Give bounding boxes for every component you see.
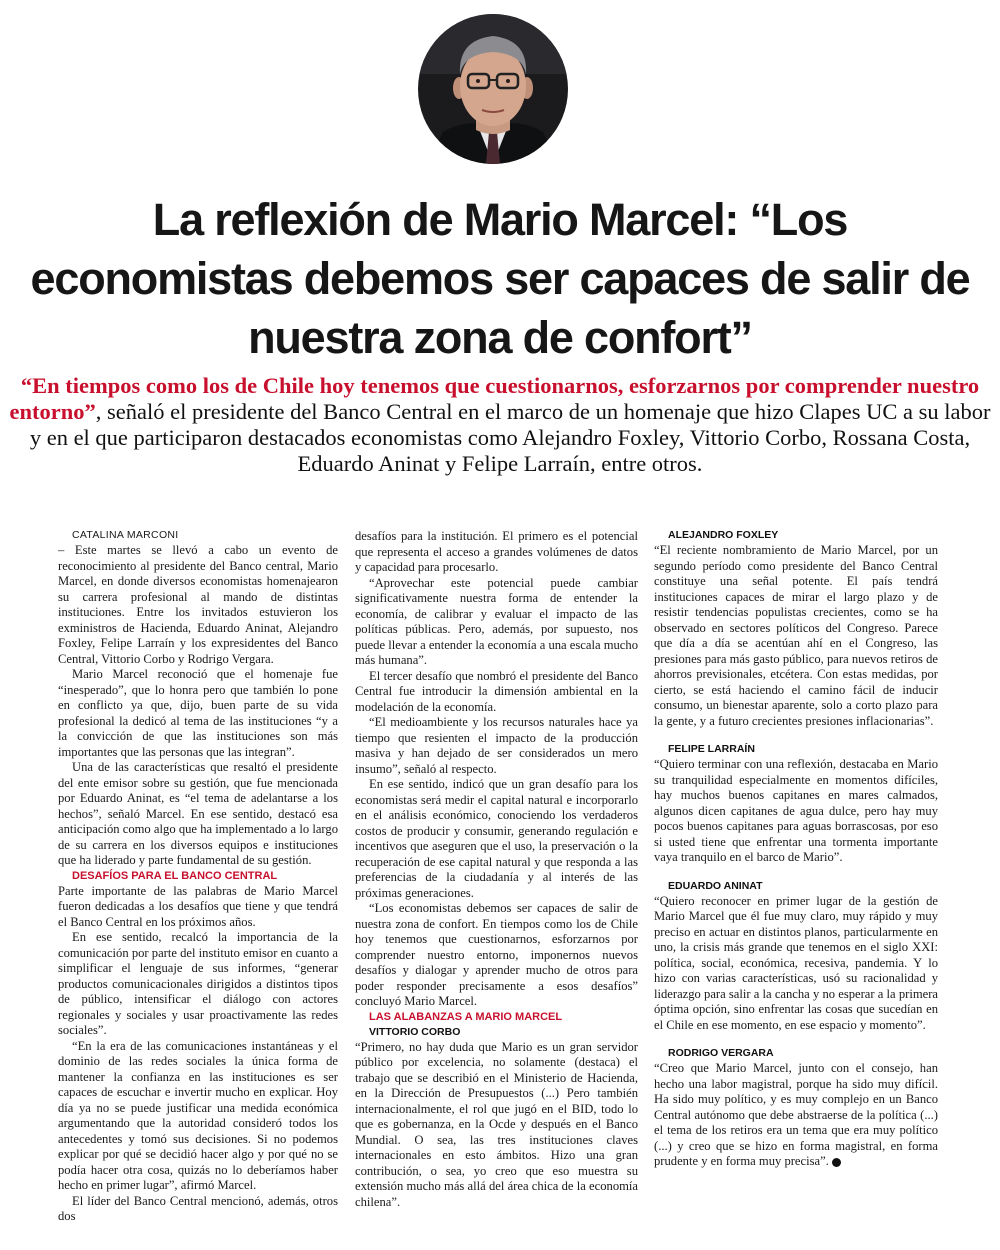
end-mark-icon <box>832 1158 841 1167</box>
paragraph: “Los economistas debemos ser capaces de salir de nuestra zona de confort. En tiempos como los de Chile hoy tenemos que cuestionarnos, esforzarnos por comprender nuestro entorno, imponernos nuevos desafíos y dialogar y aprender mucho de otros para poder responder precisamente a esos desafíos” concluyó Mario Marcel. <box>355 901 638 1008</box>
article-headline: La reflexión de Mario Marcel: “Los economistas debemos ser capaces de salir de nuestra zona de confort” <box>30 194 970 363</box>
paragraph: “En la era de las comunicaciones instantáneas y el dominio de las redes sociales la única forma de mantener la confianza en las instituciones es ser capaces de escuchar e invertir mucho en explicar. Hoy día ya no se puede justificar una medida económica argumentando que la autoridad consideró todos los antecedentes y tomó sus decisiones. Si no podemos explicar por qué se decidió hacer algo y por qué no se podía hacer otra cosa, quizás no lo deberíamos haber hecho en primer lugar”, afirmó Marcel. <box>58 1038 338 1192</box>
portrait-photo <box>418 14 568 164</box>
section-heading: DESAFÍOS PARA EL BANCO CENTRAL <box>72 869 278 882</box>
speaker-quote: “Quiero terminar con una reflexión, destacaba en Mario su tranquilidad especialmente en momentos difíciles, hay muchos buenos capitanes en mares calmados, algunos dicen capitanes de agua dulce, pero hay muy pocos buenos capitanes para aguas borrascosas, por eso si usted tiene que enfrentar una tormenta importante vaya tranquilo en el barco de Mario”. <box>654 757 938 864</box>
paragraph: – Este martes se llevó a cabo un evento de reconocimiento al presidente del Banco central, Mario Marcel, en donde diversos economistas homenajearon su carrera profesional al mando de distintas instituciones. Entre los invitados estuvieron los exministros de Hacienda, Eduardo Aninat, Alejandro Foxley, Felipe Larraín y los expresidentes del Banco Central, Vittorio Corbo y Rodrigo Vergara. <box>58 543 338 666</box>
paragraph: En ese sentido, recalcó la importancia de la comunicación por parte del instituto emisor en cuanto a simplificar el lenguaje de sus informes, “generar productos comunicacionales dirigidos a distintos tipos de público, intensificar el diálogo con actores regionales y sociales y usar proactivamente las redes sociales”. <box>58 930 338 1037</box>
paragraph: El líder del Banco Central mencionó, además, otros dos <box>58 1193 338 1223</box>
lead-quote: “En tiempos como los de Chile hoy tenemos que cuestionarnos, esforzarnos por comprender nuestro entorno” <box>9 373 980 424</box>
column-1 <box>58 528 338 1225</box>
speaker-quote: “Quiero reconocer en primer lugar de la gestión de Mario Marcel que él fue muy claro, muy rápido y muy preciso en actuar en distintos planos, particularmente en uno, la crisis más grande que tenemos en el siglo XXI: política, social, económica, recesiva, pandemia. Y lo hizo con varias características, usó su racionalidad y liderazgo para salir a la cancha y no esperar a la primera óptima opción, sino enfrentar las cosas que sucedían en el Chile en ese momento, en ese espacio y momento”. <box>654 893 938 1032</box>
speaker-name: RODRIGO VERGARA <box>668 1047 774 1059</box>
speaker-quote-text: “Creo que Mario Marcel, junto con el consejo, han hecho una labor magistral, porque ha sido muy difícil. Ha sido muy político, y es muy complejo en un Banco Central autónomo que debe abstraerse de la política (...) el tema de los retiros era un tema que era muy político (...) y creo que se hizo en forma magistral, en forma prudente y en forma muy precisa”. <box>654 1061 938 1168</box>
paragraph: Una de las características que resaltó el presidente del ente emisor sobre su gestión, que fue mencionada por Eduardo Aninat, es “el tema de adelantarse a los hechos”, señaló Marcel. En ese sentido, destacó esa anticipación como algo que ha implementado a lo largo de su carrera en los diversos equipos e instituciones que ha liderado y parte fundamental de su gestión. <box>58 760 338 867</box>
byline: CATALINA MARCONI <box>72 529 179 541</box>
section-heading: LAS ALABANZAS A MARIO MARCEL <box>369 1010 563 1023</box>
speaker-quote: “Primero, no hay duda que Mario es un gran servidor público por excelencia, no solamente (destaca) el trabajo que se describió en el Ministerio de Hacienda, en la Dirección de Presupuestos (...) Pero también internacionalmente, el rol que jugó en el BID, todo lo que es gobernanza, en la Ocde y después en el Banco Mundial. O sea, las tres instituciones claves internacionales en esto ámbitos. Hizo una gran contribución, o sea, yo creo que eso muestra su extensión mucho más allá del área chica de la economía chilena”. <box>355 1039 638 1209</box>
speaker-name: VITTORIO CORBO <box>369 1025 461 1038</box>
column-2 <box>355 529 638 1210</box>
speaker-name: ALEJANDRO FOXLEY <box>668 529 779 541</box>
speaker-quote <box>654 1061 938 1170</box>
column-3 <box>654 528 938 1170</box>
paragraph: Parte importante de las palabras de Mario Marcel fueron dedicadas a los desafíos que tiene y que tendrá el Banco Central en los próximos años. <box>58 883 338 929</box>
paragraph: En ese sentido, indicó que un gran desafío para los economistas será medir el capital natural e incorporarlo en el análisis económico, conociendo los verdaderos costos de producir y consumir, generando regulación e incentivos que aseguren que el uso, la preservación o la recuperación de ese capital natural y que responda a las preferencias de la ciudadanía y al interés de las próximas generaciones. <box>355 777 638 900</box>
portrait-illustration <box>418 14 568 164</box>
article-lead <box>8 373 992 477</box>
speaker-quote: “El reciente nombramiento de Mario Marcel, por un segundo período como presidente del Banco Central constituye una señal potente. El país tendrá instituciones capaces de mirar el largo plazo y de resistir tendencias populistas crecientes, como se ha observado en sectores políticos del Congreso. Parece que día a día se acentúan ahí en el Congreso, las presiones para más gasto público, para nuevos retiros de ahorros previsionales, etcétera. Con estas medidas, por cierto, se está haciendo el camino fácil de inducir consumo, un bienestar aparente, solo a corto plazo para la gente, y a futuro crecientes presiones inflacionarias”. <box>654 543 938 728</box>
paragraph: “El medioambiente y los recursos naturales hace ya tiempo que resienten el impacto de la producción masiva y han dejado de ser considerados un mero insumo”, señaló al respecto. <box>355 715 638 776</box>
paragraph: desafíos para la institución. El primero es el potencial que representa el acceso a grandes volúmenes de datos y capacidad para procesarlo. <box>355 529 638 574</box>
speaker-name: EDUARDO ANINAT <box>668 879 763 892</box>
paragraph: El tercer desafío que nombró el presidente del Banco Central fue introducir la dimensión ambiental en la modelación de la economía. <box>355 668 638 714</box>
lead-text: , señaló el presidente del Banco Central en el marco de un homenaje que hizo Clapes UC a su labor y en el que participaron destacados economistas como Alejandro Foxley, Vittorio Corbo, Rossana Costa, Eduardo Aninat y Felipe Larraín, entre otros. <box>29 399 991 476</box>
paragraph: Mario Marcel reconoció que el homenaje fue “inesperado”, que lo honra pero que también lo pone en conflicto ya que, dijo, buen parte de su vida profesional la dedicó al tema de las instituciones “y a la convicción de que las instituciones son más importantes que las personas que las integran”. <box>58 667 338 759</box>
paragraph: “Aprovechar este potencial puede cambiar significativamente nuestra forma de entender la economía, de calibrar y evaluar el impacto de las políticas públicas. Pero, además, por supuesto, nos puede llevar a entender la economía a una escala mucho más humana”. <box>355 575 638 667</box>
speaker-name: FELIPE LARRAÍN <box>668 743 755 755</box>
